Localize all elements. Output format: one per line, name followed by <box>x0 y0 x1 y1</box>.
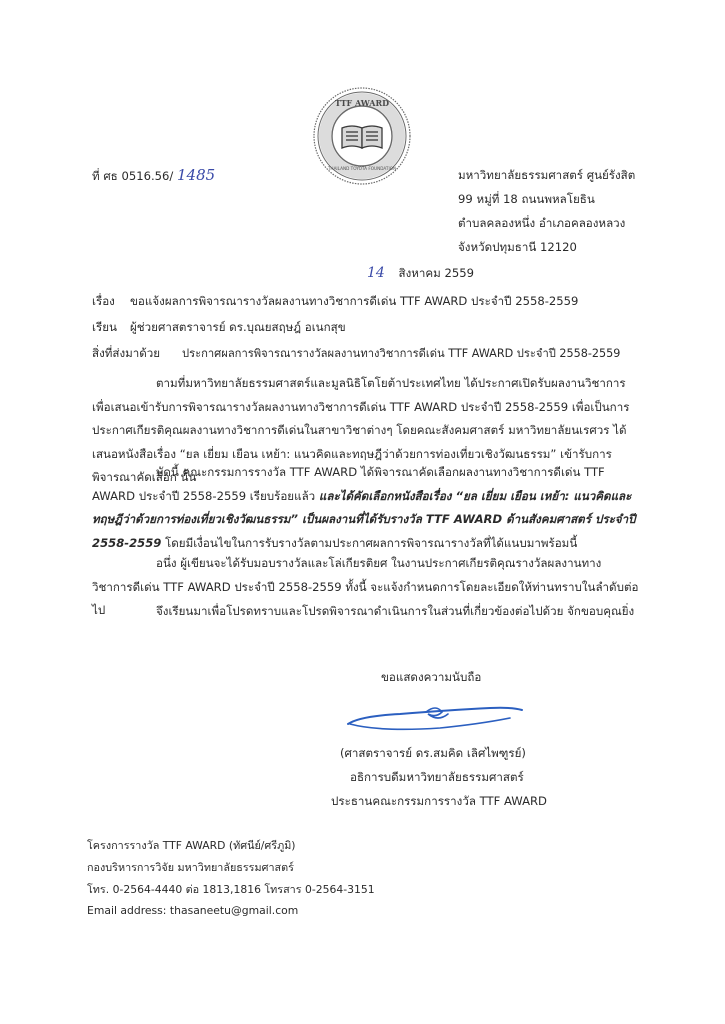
signer-name: (ศาสตราจารย์ ดร.สมคิด เลิศไพฑูรย์) <box>340 746 526 760</box>
footer-line-1: โครงการรางวัล TTF AWARD (ทัศนีย์/ศรีภูมิ) <box>87 839 296 852</box>
footer-phone-line: โทร. 0-2564-4440 ต่อ 1813,1816 โทรสาร 0-2564-3151 <box>87 883 375 896</box>
paragraph-1-text: ตามที่มหาวิทยาลัยธรรมศาสตร์และมูลนิธิโตโยต้าประเทศไทย ได้ประกาศเปิดรับผลงานวิชาการเพื่อเสนอเข้ารับการพิจารณารางวัลผลงานทางวิชาการดีเด่น TTF AWARD ประจำปี 2558-2559 เพื่อเป็นการประกาศเกียรติคุณผลงานทางวิชาการดีเด่นในสาขาวิชาต่างๆ โดยคณะสังคมศาสตร์ มหาวิทยาลัยนเรศวร ได้เสนอหนังสือเรื่อง “ยล เยี่ยม เยือน เหย้า: แนวคิดและทฤษฎีว่าด้วยการท่องเที่ยวเชิงวัฒนธรรม” เข้ารับการพิจารณาคัดเลือก นั้น <box>92 376 630 484</box>
date-month-year: สิงหาคม 2559 <box>398 266 474 280</box>
enclosure-text: ประกาศผลการพิจารณารางวัลผลงานทางวิชาการดีเด่น TTF AWARD ประจำปี 2558-2559 <box>182 347 621 360</box>
paragraph-2-part-a: บัดนี้ คณะกรรมการรางวัล TTF AWARD ได้พิจารณาคัดเลือกผลงานทางวิชาการดีเด่น TTF AWARD ประจำปี 2558-2559 เรียบร้อยแล้ว <box>92 465 605 503</box>
ref-prefix: ที่ ศธ 0516.56/ <box>92 169 174 183</box>
signer-title-1: อธิการบดีมหาวิทยาลัยธรรมศาสตร์ <box>350 770 524 784</box>
subject-label: เรื่อง <box>92 294 115 308</box>
open-book-icon <box>342 126 382 148</box>
signer-title-2: ประธานคณะกรรมการรางวัล TTF AWARD <box>331 794 547 808</box>
handwritten-signature <box>340 694 530 738</box>
footer-line-2: กองบริหารการวิจัย มหาวิทยาลัยธรรมศาสตร์ <box>87 861 294 874</box>
subject-text: ขอแจ้งผลการพิจารณารางวัลผลงานทางวิชาการดีเด่น TTF AWARD ประจำปี 2558-2559 <box>130 294 579 308</box>
body-paragraph-4 <box>92 600 640 624</box>
paragraph-2-part-c: โดยมีเงื่อนไขในการรับรางวัลตามประกาศผลการพิจารณารางวัลที่ได้แนบมาพร้อมนี้ <box>165 535 578 550</box>
sender-address-line-1: มหาวิทยาลัยธรรมศาสตร์ ศูนย์รังสิต <box>458 168 636 182</box>
date-day-handwritten: 14 <box>367 265 385 281</box>
paragraph-4-text: จึงเรียนมาเพื่อโปรดทราบและโปรดพิจารณาดำเนินการในส่วนที่เกี่ยวข้องต่อไปด้วย จักขอบคุณยิ่ง <box>156 604 635 618</box>
recipient-name: ผู้ช่วยศาสตราจารย์ ดร.บุณยสฤษฎ์ อเนกสุข <box>130 320 346 334</box>
letter-date <box>367 266 474 281</box>
paragraph-2-award-highlight: และได้คัดเลือกหนังสือเรื่อง “ยล เยี่ยม เยือน เหย้า: แนวคิดและทฤษฎีว่าด้วยการท่องเที่ยวเชิงวัฒนธรรม” เป็นผลงานที่ได้รับรางวัล TTF AWARD ด้านสังคมศาสตร์ ประจำปี 2558-2559 <box>92 488 636 550</box>
ref-handwritten-number: 1485 <box>177 166 216 184</box>
reference-number <box>92 168 215 184</box>
seal-graphic <box>312 86 412 186</box>
enclosure-label: สิ่งที่ส่งมาด้วย <box>92 346 161 360</box>
sender-address-line-4: จังหวัดปทุมธานี 12120 <box>458 240 577 254</box>
paragraph-3-text: อนึ่ง ผู้เขียนจะได้รับมอบรางวัลและโล่เกียรติยศ ในงานประกาศเกียรติคุณรางวัลผลงานทางวิชาการดีเด่น TTF AWARD ประจำปี 2558-2559 ทั้งนี้ จะแจ้งกำหนดการโดยละเอียดให้ท่านทราบในลำดับต่อไป <box>92 556 639 617</box>
ttf-award-seal <box>312 86 412 186</box>
sender-address-line-2: 99 หมู่ที่ 18 ถนนพหลโยธิน <box>458 192 595 206</box>
body-paragraph-2 <box>92 461 640 555</box>
to-label: เรียน <box>92 320 117 334</box>
closing-phrase: ขอแสดงความนับถือ <box>381 670 482 684</box>
seal-top-text: TTF AWARD <box>334 98 390 108</box>
sender-address-line-3: ตำบลคลองหนึ่ง อำเภอคลองหลวง <box>458 216 626 230</box>
seal-ring-text: THAILAND TOYOTA FOUNDATION <box>327 166 397 171</box>
footer-email-line: Email address: thasaneetu@gmail.com <box>87 904 299 917</box>
